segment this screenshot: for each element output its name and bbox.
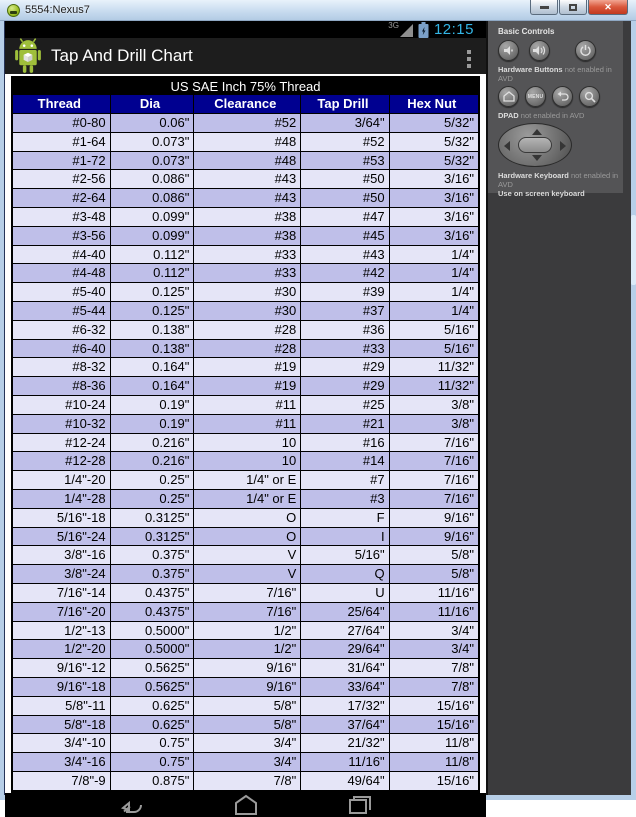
table-cell: 0.75" (111, 734, 195, 752)
tap-drill-table[interactable] (11, 76, 480, 793)
table-cell: 3/16" (444, 190, 474, 206)
overflow-dot (467, 64, 471, 68)
table-cell: 3/16" (444, 171, 474, 187)
table-cell: 7/8" (451, 678, 474, 694)
table-cell: 0.625" (111, 716, 195, 734)
table-cell: 5/16" (301, 546, 389, 564)
table-cell: #39 (301, 283, 389, 301)
table-cell: 5/16" (444, 321, 474, 337)
table-cell: 0.086" (111, 170, 195, 188)
table-cell: #2-56 (13, 170, 111, 188)
overflow-menu-button[interactable] (462, 46, 476, 72)
column-header: Hex Nut (407, 96, 457, 111)
table-cell: 49/64" (301, 772, 389, 790)
dpad-right-icon[interactable] (560, 141, 566, 151)
dpad-down-icon[interactable] (532, 155, 542, 161)
table-row (13, 227, 478, 246)
table-cell: 7/8" (194, 772, 301, 790)
table-cell: 9/16" (444, 528, 474, 544)
table-row (13, 753, 478, 772)
table-row (13, 659, 478, 678)
table-cell: #10-32 (13, 415, 111, 433)
table-cell: 3/4"-16 (13, 753, 111, 771)
table-cell: #42 (301, 264, 389, 282)
table-row (13, 640, 478, 659)
table-cell: 0.138" (111, 340, 195, 358)
table-cell: 1/4" (451, 265, 474, 281)
table-cell: F (301, 509, 389, 527)
table-row (13, 114, 478, 133)
table-row (13, 396, 478, 415)
table-cell: 0.164" (111, 358, 195, 376)
hw-menu-button[interactable] (525, 86, 546, 107)
power-button[interactable] (575, 40, 596, 61)
table-cell: 5/16"-18 (13, 509, 111, 527)
table-row (13, 509, 478, 528)
table-cell: 1/4" (451, 302, 474, 318)
table-cell: #48 (194, 152, 301, 170)
table-row (13, 603, 478, 622)
window-title: 5554:Nexus7 (25, 4, 90, 16)
table-title: US SAE Inch 75% Thread (13, 78, 478, 95)
hw-back-button[interactable] (552, 86, 573, 107)
table-cell: 5/32" (444, 133, 474, 149)
table-cell: 10 (194, 452, 301, 470)
search-icon (584, 91, 596, 103)
table-cell: 7/16" (444, 434, 474, 450)
table-cell: 3/4" (194, 753, 301, 771)
android-robot-icon (11, 38, 45, 74)
table-cell: I (301, 528, 389, 546)
table-cell: 1/2" (194, 622, 301, 640)
table-row (13, 622, 478, 641)
table-cell: 0.5000" (111, 622, 195, 640)
table-cell: #33 (301, 340, 389, 358)
table-cell: 7/16"-14 (13, 584, 111, 602)
table-cell: #43 (194, 170, 301, 188)
table-row (13, 415, 478, 434)
table-cell: #30 (194, 302, 301, 320)
table-cell: #2-64 (13, 189, 111, 207)
table-cell: 7/16" (194, 584, 301, 602)
table-cell: 1/4" or E (194, 471, 301, 489)
volume-up-icon (533, 45, 546, 56)
overflow-dot (467, 57, 471, 61)
close-icon: ✕ (604, 1, 612, 12)
table-cell: 5/16" (444, 340, 474, 356)
table-cell: 21/32" (301, 734, 389, 752)
table-cell: U (301, 584, 389, 602)
hardware-keyboard-note: Hardware Keyboard not enabled in AVD (498, 171, 619, 189)
table-cell: 11/16" (301, 753, 389, 771)
table-cell: 0.75" (111, 753, 195, 771)
table-cell: O (194, 509, 301, 527)
hw-search-button[interactable] (579, 86, 600, 107)
table-cell: #47 (301, 208, 389, 226)
table-cell: #53 (301, 152, 389, 170)
table-cell: #50 (301, 189, 389, 207)
table-cell: 3/64" (301, 114, 389, 132)
dpad-note: DPAD not enabled in AVD (498, 111, 585, 120)
table-cell: 29/64" (301, 640, 389, 658)
table-cell: 1/4" (451, 284, 474, 300)
table-cell: 7/8"-9 (13, 772, 111, 790)
table-cell: V (194, 546, 301, 564)
table-cell: 5/16"-24 (13, 528, 111, 546)
maximize-button[interactable] (559, 0, 587, 15)
table-cell: 0.25" (111, 471, 195, 489)
table-cell: 0.5000" (111, 640, 195, 658)
volume-up-button[interactable] (529, 40, 550, 61)
table-cell: 5/8" (194, 697, 301, 715)
table-cell: 5/32" (444, 152, 474, 168)
table-cell: 3/16" (444, 208, 474, 224)
table-cell: #30 (194, 283, 301, 301)
table-cell: 7/16" (444, 472, 474, 488)
table-cell: #43 (301, 246, 389, 264)
table-cell: #16 (301, 434, 389, 452)
dpad-up-icon[interactable] (532, 129, 542, 135)
table-cell: 7/16" (444, 453, 474, 469)
table-cell: 1/4"-28 (13, 490, 111, 508)
column-header: Clearance (194, 95, 301, 113)
table-row (13, 377, 478, 396)
table-cell: 0.375" (111, 565, 195, 583)
table-cell: V (194, 565, 301, 583)
app-content (5, 74, 486, 793)
table-cell: #33 (194, 246, 301, 264)
hw-home-button[interactable] (498, 86, 519, 107)
table-cell: 0.216" (111, 434, 195, 452)
table-cell: 0.138" (111, 321, 195, 339)
table-cell: 0.25" (111, 490, 195, 508)
window-titlebar (0, 0, 636, 21)
table-row (13, 434, 478, 453)
table-cell: 3/8"-16 (13, 546, 111, 564)
table-cell: 3/8" (451, 415, 474, 431)
dpad-control[interactable] (498, 123, 572, 167)
table-cell: #28 (194, 340, 301, 358)
table-cell: 7/16" (194, 603, 301, 621)
table-row (13, 264, 478, 283)
table-row (13, 584, 478, 603)
hardware-buttons-note: Hardware Buttons not enabled in AVD (498, 65, 612, 83)
table-cell: 10 (194, 434, 301, 452)
back-icon (120, 796, 144, 814)
table-cell: 9/16" (194, 659, 301, 677)
table-cell: 0.19" (111, 415, 195, 433)
table-cell: 0.5625" (111, 678, 195, 696)
table-cell: 0.3125" (111, 509, 195, 527)
table-row (13, 302, 478, 321)
table-cell: #50 (301, 170, 389, 188)
table-row (13, 546, 478, 565)
table-cell: 11/8" (445, 754, 474, 770)
table-cell: #4-48 (13, 264, 111, 282)
table-cell: #38 (194, 208, 301, 226)
table-cell: 0.073" (111, 133, 195, 151)
table-cell: 0.5625" (111, 659, 195, 677)
table-row (13, 152, 478, 171)
table-row (13, 678, 478, 697)
table-cell: 11/32" (437, 359, 474, 375)
minimize-button[interactable] (530, 0, 558, 15)
table-cell: #6-40 (13, 340, 111, 358)
table-row (13, 471, 478, 490)
table-row (13, 321, 478, 340)
table-cell: #6-32 (13, 321, 111, 339)
action-bar (5, 38, 486, 74)
recents-button[interactable] (348, 793, 372, 817)
table-cell: 15/16" (436, 772, 474, 788)
table-cell: #33 (194, 264, 301, 282)
android-nav-bar (5, 793, 486, 817)
table-cell: 9/16" (194, 678, 301, 696)
table-cell: 0.19" (111, 396, 195, 414)
table-cell: 3/8"-24 (13, 565, 111, 583)
table-cell: 1/2"-20 (13, 640, 111, 658)
table-cell: #10-24 (13, 396, 111, 414)
table-cell: 27/64" (301, 622, 389, 640)
home-button[interactable] (234, 793, 258, 817)
table-cell: #29 (301, 377, 389, 395)
table-cell: 0.4375" (111, 584, 195, 602)
table-cell: 0.099" (111, 227, 195, 245)
table-cell: 1/2"-13 (13, 622, 111, 640)
table-cell: 5/8" (194, 716, 301, 734)
table-cell: #52 (301, 133, 389, 151)
table-cell: 31/64" (301, 659, 389, 677)
emulator-control-panel (486, 21, 631, 795)
table-cell: #43 (194, 189, 301, 207)
table-cell: 0.164" (111, 377, 195, 395)
table-cell: O (194, 528, 301, 546)
power-icon (580, 45, 591, 56)
table-cell: #14 (301, 452, 389, 470)
table-cell: #7 (301, 471, 389, 489)
column-header: Tap Drill (301, 95, 389, 113)
android-status-bar (5, 21, 486, 38)
table-cell: #11 (194, 415, 301, 433)
table-cell: 3/8" (451, 396, 474, 412)
table-cell: #45 (301, 227, 389, 245)
menu-label: MENU (527, 93, 544, 100)
column-header: Dia (111, 95, 195, 113)
table-row (13, 490, 478, 509)
table-cell: 5/8"-18 (13, 716, 111, 734)
table-cell: #3-48 (13, 208, 111, 226)
table-cell: #3 (301, 490, 389, 508)
maximize-icon (569, 4, 577, 11)
table-header-row (13, 95, 478, 114)
volume-down-button[interactable] (498, 40, 519, 61)
minimize-icon (540, 6, 549, 9)
table-cell: #21 (301, 415, 389, 433)
recents-icon (348, 795, 372, 815)
table-cell: #36 (301, 321, 389, 339)
clock: 12:15 (433, 21, 474, 38)
signal-strength-icon (400, 24, 413, 37)
table-cell: #25 (301, 396, 389, 414)
table-row (13, 772, 478, 791)
table-cell: 33/64" (301, 678, 389, 696)
table-cell: #37 (301, 302, 389, 320)
table-row (13, 189, 478, 208)
table-cell: 25/64" (301, 603, 389, 621)
table-cell: 11/32" (437, 378, 474, 394)
basic-controls-card (488, 21, 623, 198)
device-screen (4, 21, 486, 795)
back-icon (557, 91, 569, 102)
table-cell: 3/4" (194, 734, 301, 752)
keyboard-hint: Use on screen keyboard (498, 189, 585, 198)
table-cell: 15/16" (436, 697, 474, 713)
table-cell: #5-40 (13, 283, 111, 301)
table-cell: 11/16" (437, 584, 474, 600)
table-row (13, 358, 478, 377)
home-icon (503, 91, 515, 102)
table-row (13, 734, 478, 753)
table-cell: #4-40 (13, 246, 111, 264)
page-title: Tap And Drill Chart (51, 46, 193, 65)
table-cell: 0.086" (111, 189, 195, 207)
table-cell: #5-44 (13, 302, 111, 320)
emulator-app-icon (7, 4, 20, 17)
drill-table-body (13, 114, 478, 791)
table-cell: 7/8" (451, 660, 474, 676)
table-cell: 1/4" (451, 246, 474, 262)
home-icon (234, 795, 258, 815)
table-cell: 3/4"-10 (13, 734, 111, 752)
table-cell: 0.125" (111, 302, 195, 320)
network-type-label: 3G (388, 21, 399, 30)
table-cell: 1/4"-20 (13, 471, 111, 489)
table-row (13, 208, 478, 227)
table-cell: #0-80 (13, 114, 111, 132)
table-row (13, 340, 478, 359)
table-cell: 11/8" (445, 735, 474, 751)
table-cell: 3/4" (451, 622, 474, 638)
dpad-left-icon[interactable] (504, 141, 510, 151)
table-cell: 5/8"-11 (13, 697, 111, 715)
table-cell: #48 (194, 133, 301, 151)
table-cell: 0.216" (111, 452, 195, 470)
table-cell: 0.073" (111, 152, 195, 170)
table-cell: 0.375" (111, 546, 195, 564)
table-row (13, 133, 478, 152)
table-cell: 9/16"-18 (13, 678, 111, 696)
table-cell: 0.125" (111, 283, 195, 301)
table-cell: #19 (194, 358, 301, 376)
table-cell: #19 (194, 377, 301, 395)
table-cell: 3/16" (444, 227, 474, 243)
table-cell: #3-56 (13, 227, 111, 245)
volume-down-icon (503, 45, 515, 56)
basic-controls-title: Basic Controls (498, 27, 555, 36)
panel-scrollbar[interactable] (631, 215, 636, 285)
table-cell: 5/8" (451, 566, 474, 582)
table-row (13, 170, 478, 189)
table-cell: #38 (194, 227, 301, 245)
table-cell: #12-24 (13, 434, 111, 452)
table-cell: 0.112" (111, 264, 195, 282)
table-cell: 3/4" (451, 641, 474, 657)
table-cell: #12-28 (13, 452, 111, 470)
table-row (13, 452, 478, 471)
table-cell: Q (301, 565, 389, 583)
table-cell: 1/4" or E (194, 490, 301, 508)
table-cell: 0.112" (111, 246, 195, 264)
overflow-dot (467, 50, 471, 54)
table-cell: 0.3125" (111, 528, 195, 546)
table-cell: 5/32" (444, 115, 474, 130)
table-cell: #52 (194, 114, 301, 132)
table-cell: #1-72 (13, 152, 111, 170)
table-cell: 37/64" (301, 716, 389, 734)
close-button[interactable] (588, 0, 628, 15)
table-row (13, 283, 478, 302)
table-cell: #1-64 (13, 133, 111, 151)
table-cell: #29 (301, 358, 389, 376)
table-cell: 15/16" (436, 716, 474, 732)
back-button[interactable] (120, 793, 144, 817)
table-cell: 0.4375" (111, 603, 195, 621)
table-cell: 7/16"-20 (13, 603, 111, 621)
table-row (13, 716, 478, 735)
table-cell: 0.06" (111, 114, 195, 132)
table-cell: 17/32" (301, 697, 389, 715)
table-cell: 9/16"-12 (13, 659, 111, 677)
table-row (13, 697, 478, 716)
table-row (13, 565, 478, 584)
table-cell: 11/16" (437, 603, 474, 619)
table-cell: #8-36 (13, 377, 111, 395)
battery-icon (418, 22, 429, 38)
table-cell: 0.099" (111, 208, 195, 226)
table-cell: 7/16" (444, 490, 474, 506)
table-row (13, 528, 478, 547)
table-cell: #28 (194, 321, 301, 339)
table-cell: 0.625" (111, 697, 195, 715)
table-cell: 1/2" (194, 640, 301, 658)
column-header: Thread (13, 95, 111, 113)
table-cell: 0.875" (111, 772, 195, 790)
table-cell: #8-32 (13, 358, 111, 376)
table-cell: #11 (194, 396, 301, 414)
table-row (13, 246, 478, 265)
dpad-center-button[interactable] (518, 137, 552, 153)
table-cell: 9/16" (444, 509, 474, 525)
table-cell: 5/8" (451, 547, 474, 563)
